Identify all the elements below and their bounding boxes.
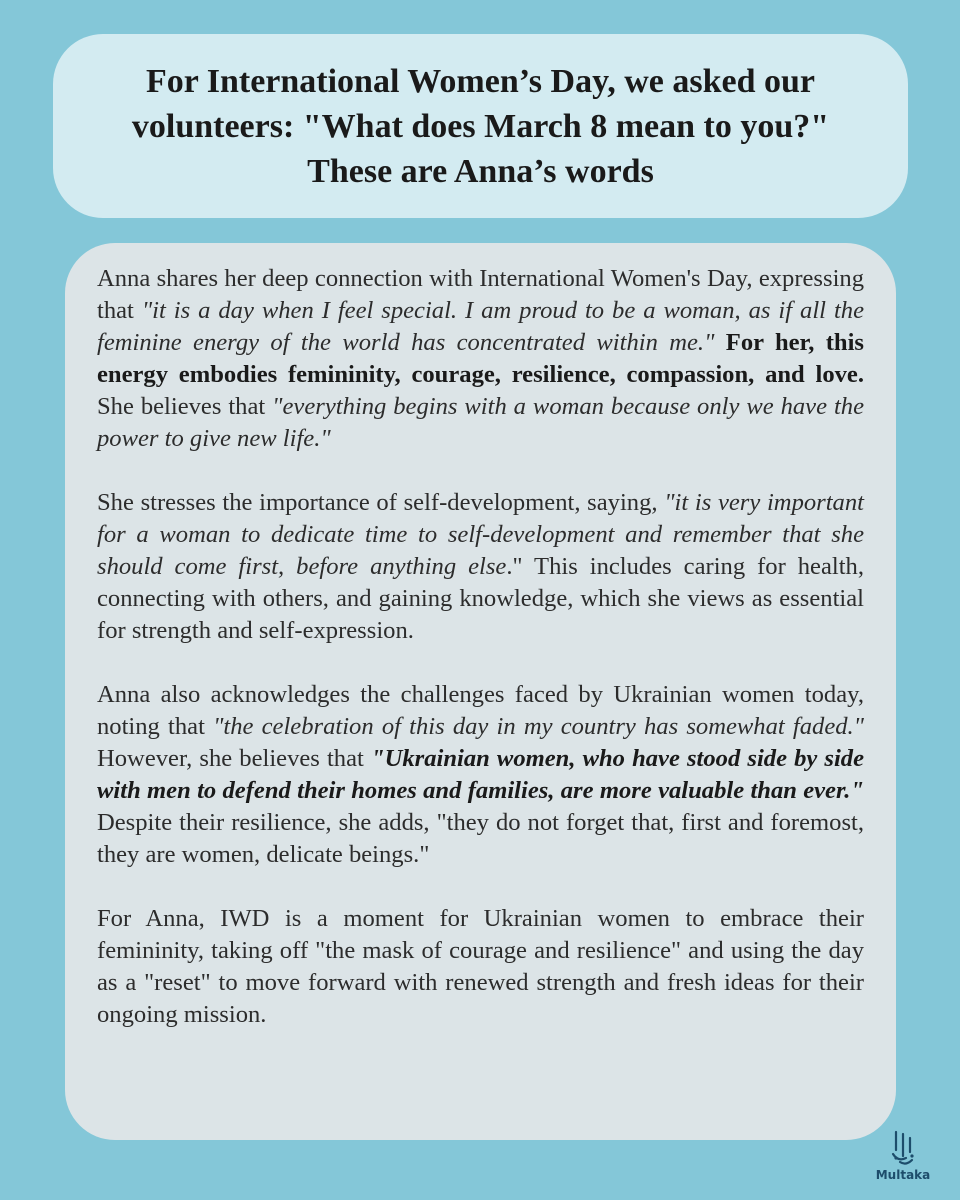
text-run: However, she believes that [97, 745, 371, 772]
text-run: For Anna, IWD is a moment for Ukrainian women to embrace their femininity, taking off "the mask of courage and resilience" and using the day as a "reset" to move forward with renewed strength and fresh ideas for their ongoing mission. [97, 905, 864, 1028]
multaka-logo-text: Multaka [875, 1168, 931, 1182]
paragraph-1 [97, 263, 864, 455]
text-run: Anna shares her deep connection with International Women's Day, expressing that [97, 265, 864, 324]
bold-run: For her, this energy embodies femininity, courage, resilience, compassion, and love. [97, 329, 864, 388]
bold-italic-quote: "Ukrainian women, who have stood side by side with men to defend their homes and families, are more valuable than ever." [97, 745, 865, 804]
multaka-logo [868, 1128, 938, 1188]
header-line-2: volunteers: "What does March 8 mean to you?" [131, 107, 830, 145]
quote-run: "it is a day when I feel special. I am proud to be a woman, as if all the feminine energy of the world has concentrated within me." [97, 297, 864, 356]
quote-run: , "it is very important for a woman to dedicate time to self-development and remember that she should come first, before anything else [97, 489, 864, 580]
header-box [53, 34, 908, 218]
text-run [714, 329, 725, 356]
quote-run: "the celebration of this day in my country has somewhat faded." [213, 713, 865, 740]
text-run: ." This includes caring for health, connecting with others, and gaining knowledge, which she views as essential for strength and self-expression. [97, 553, 864, 644]
paragraph-4 [97, 903, 864, 1031]
paragraph-3 [97, 679, 864, 871]
text-run: She stresses the importance of self-development, saying [97, 489, 652, 516]
body-text-box [65, 243, 896, 1140]
header-line-3: These are Anna’s words [307, 152, 654, 190]
text-run: Anna also acknowledges the challenges faced by Ukrainian women today, noting that [97, 681, 864, 740]
header-line-1: For International Women’s Day, we asked our [145, 62, 815, 100]
quote-run: "everything begins with a woman because only we have the power to give new life." [97, 393, 864, 452]
text-run: Despite their resilience, she adds, "they do not forget that, first and foremost, they are women, delicate beings." [97, 809, 864, 868]
paragraph-2 [97, 487, 864, 647]
multaka-logo-icon [886, 1128, 920, 1168]
text-run: She believes that [97, 393, 273, 420]
